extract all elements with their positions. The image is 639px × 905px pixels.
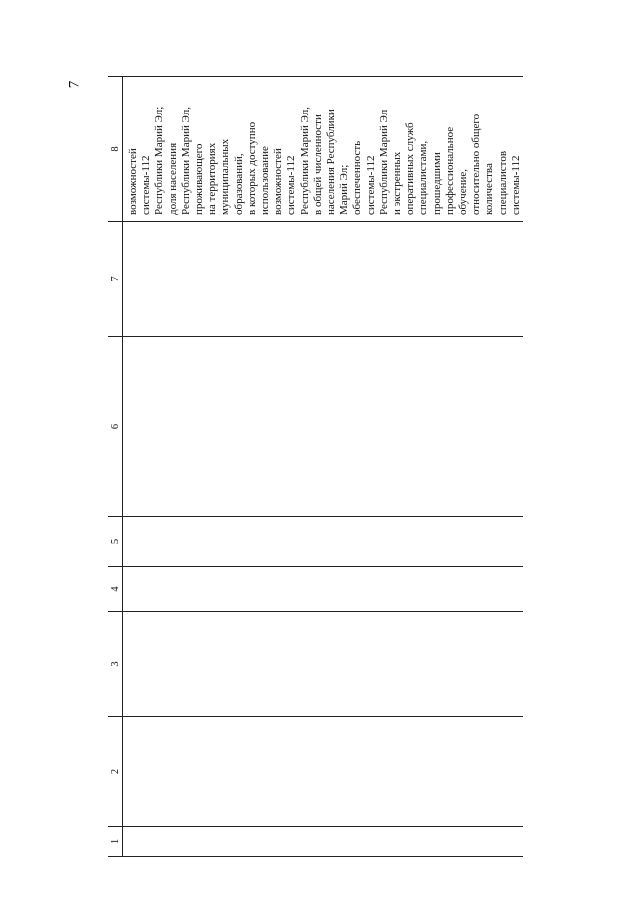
text-line: обучение, (457, 169, 470, 215)
text-line: проживающего (193, 143, 206, 215)
text-line: специалистами, (417, 140, 430, 215)
text-line: на территориях (206, 142, 219, 215)
text-line: использование (259, 146, 272, 215)
text-line: возможностей (272, 148, 285, 215)
text-line: в общей численности (311, 114, 324, 215)
text-line: количества (483, 163, 496, 215)
text-line: Республики Марий Эл (377, 109, 390, 215)
column-header-2: 2 (108, 717, 123, 827)
text-line: системы-112 (509, 155, 522, 215)
table-cell-5 (123, 517, 524, 567)
table-cell-8 (123, 77, 524, 222)
table-cell-2 (123, 717, 524, 827)
text-line: и экстренных (391, 151, 404, 215)
text-line: относительно общего (470, 113, 483, 215)
table-cell-1 (123, 827, 524, 857)
text-line: системы-112 (364, 155, 377, 215)
text-line: системы-112 (140, 155, 153, 215)
text-line: доля населения (166, 142, 179, 215)
text-line: профессиональное (443, 126, 456, 215)
table-cell-7 (123, 222, 524, 337)
table-cell-3 (123, 612, 524, 717)
text-line: Республики Марий Эл, (298, 107, 311, 215)
column-header-1: 1 (108, 827, 123, 857)
text-line: населения Республики (325, 109, 338, 215)
text-line: прошедшими (430, 152, 443, 215)
text-line: Республики Марий Эл, (179, 107, 192, 215)
text-line: Марий Эл; (338, 164, 351, 215)
text-line: оперативных служб (404, 122, 417, 215)
text-line: образований, (232, 153, 245, 215)
document-table (108, 76, 523, 857)
table-row (123, 77, 524, 857)
column-header-5: 5 (108, 517, 123, 567)
indicator-text (123, 77, 523, 221)
text-line: муниципальных (219, 138, 232, 215)
rotated-table-container (108, 77, 522, 857)
text-line: Республики Марий Эл; (153, 106, 166, 215)
text-line: системы-112 (285, 155, 298, 215)
text-line: специалистов (496, 150, 509, 215)
column-header-7: 7 (108, 222, 123, 337)
text-line: возможностей (127, 148, 139, 215)
column-header-6: 6 (108, 337, 123, 517)
table-cell-6 (123, 337, 524, 517)
column-header-3: 3 (108, 612, 123, 717)
table-cell-4 (123, 567, 524, 612)
column-header-8: 8 (108, 77, 123, 222)
text-line: в которых доступно (245, 121, 258, 215)
page-number: 7 (66, 80, 83, 89)
text-line: обеспеченность (351, 140, 364, 215)
table-header-row (108, 77, 123, 857)
column-header-4: 4 (108, 567, 123, 612)
